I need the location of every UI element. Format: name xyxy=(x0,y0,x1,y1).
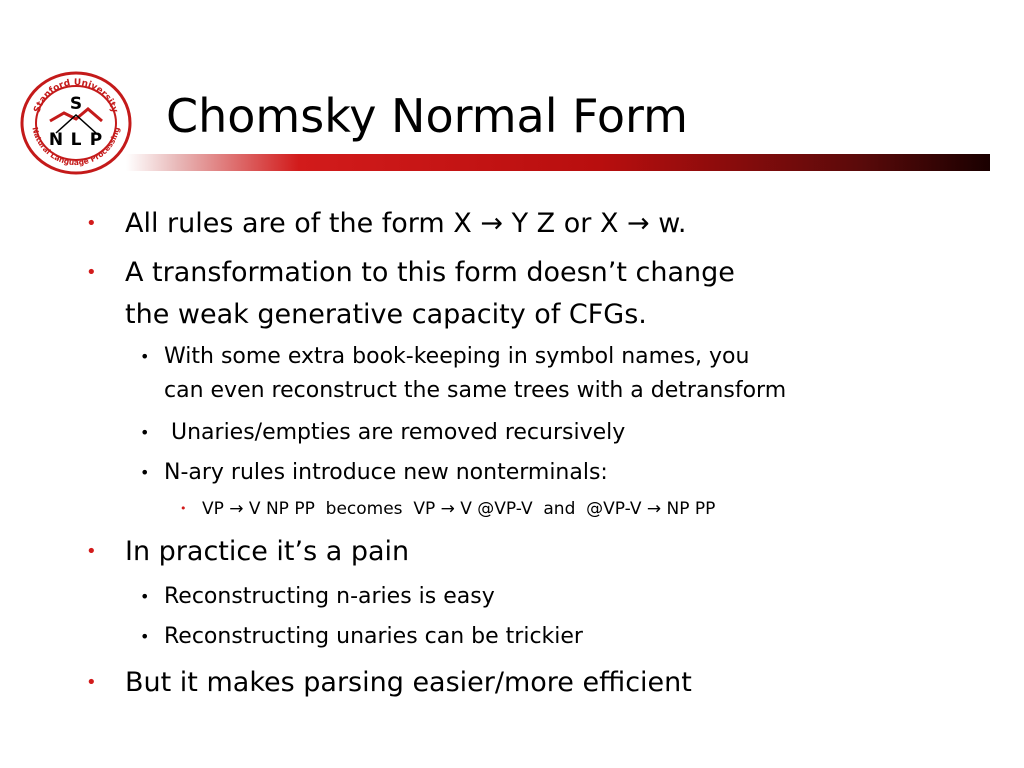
bullet-text: But it makes parsing easier/more efficient xyxy=(125,667,692,698)
sub-bullet-item xyxy=(140,456,608,490)
logo-letter-s: S xyxy=(69,94,83,114)
sub-bullet-item xyxy=(140,580,495,614)
bullet-text: In practice it’s a pain xyxy=(125,536,410,567)
bullet-text: Reconstructing n-aries is easy xyxy=(164,584,495,609)
bullet-item xyxy=(86,662,692,704)
logo-letter-l: L xyxy=(70,130,82,150)
bullet-marker: • xyxy=(140,423,150,442)
bullet-marker: • xyxy=(86,672,97,693)
bullet-text: A transformation to this form doesn’t change xyxy=(125,257,735,288)
bullet-marker: • xyxy=(140,627,150,646)
bullet-marker: • xyxy=(140,463,150,482)
bullet-text-continued: can even reconstruct the same trees with a detransform xyxy=(164,378,787,403)
bullet-text: VP → V NP PP becomes VP → V @VP-V and @VP-V → NP PP xyxy=(202,499,716,519)
sub-sub-bullet-item xyxy=(180,497,715,521)
bullet-text-continued: the weak generative capacity of CFGs. xyxy=(125,299,647,330)
sub-bullet-item xyxy=(140,340,786,408)
bullet-marker: • xyxy=(140,347,150,366)
bullet-marker: • xyxy=(140,587,150,606)
bullet-marker: • xyxy=(86,213,97,234)
logo-ring-top-text: Stanford University xyxy=(32,77,120,115)
slide-title: Chomsky Normal Form xyxy=(166,89,688,143)
bullet-marker: • xyxy=(180,502,187,515)
logo-letter-p: P xyxy=(89,130,103,150)
bullet-marker: • xyxy=(86,262,97,283)
sub-bullet-item xyxy=(140,416,625,450)
bullet-text: Unaries/empties are removed recursively xyxy=(164,420,626,445)
bullet-text: With some extra book-keeping in symbol names, you xyxy=(164,344,750,369)
bullet-text: Reconstructing unaries can be trickier xyxy=(164,624,583,649)
bullet-item xyxy=(86,203,686,245)
logo-letter-n: N xyxy=(48,130,64,150)
bullet-text: N-ary rules introduce new nonterminals: xyxy=(164,460,608,485)
sub-bullet-item xyxy=(140,620,583,654)
bullet-text: All rules are of the form X → Y Z or X → w. xyxy=(125,208,687,239)
bullet-item xyxy=(86,531,409,573)
bullet-marker: • xyxy=(86,541,97,562)
logo-ring-bottom-text: Natural Language Processing xyxy=(30,126,122,168)
bullet-item xyxy=(86,252,735,336)
